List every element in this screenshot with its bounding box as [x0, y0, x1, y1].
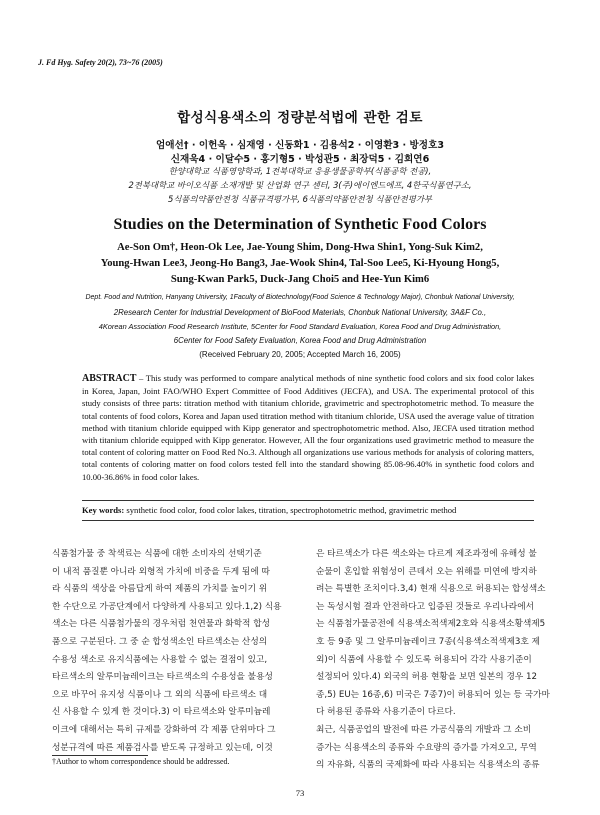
body-text-line: 품으로 구분된다. 그 중 순 합성색소인 타르색소는 산성의 — [52, 636, 268, 647]
body-text-line: 는 독성시험 결과 안전하다고 입증된 것들로 우리나라에서 — [316, 601, 534, 612]
keywords-label: Key words: — [82, 505, 125, 515]
body-text-line: 색소는 다른 식품첨가물의 경우처럼 천연물과 화학적 합성 — [52, 619, 270, 630]
korean-title: 합성식용색소의 정량분석법에 관한 검토 — [177, 110, 423, 126]
body-text-line: 의 자유화, 식품의 국제화에 따라 사용되는 식용색소의 종류 — [316, 760, 540, 771]
keywords-top-rule — [82, 500, 534, 501]
body-text-line: 신 사용할 수 있게 한 것이다.3) 이 타르색소와 알루미늄레 — [52, 707, 271, 718]
footnote-rule — [52, 755, 148, 756]
english-affiliation-line: Dept. Food and Nutrition, Hanyang University, 1Faculty of Biotechnology(Food Science & Technology Major), Chonbuk National University, — [85, 294, 515, 301]
body-text-line: 은 타르색소가 다른 색소와는 다르게 제조과정에 유해성 불 — [316, 549, 537, 559]
body-text-line: 려는 특별한 조치이다.3,4) 현재 식용으로 허용되는 합성색소 — [316, 584, 546, 595]
body-text-line: 라 식품의 색상을 아름답게 하여 제품의 가치를 높이기 위 — [52, 584, 268, 595]
body-text-line: 으로 바꾸어 유지성 식품이나 그 외의 식품에 타르색소 대 — [52, 689, 268, 700]
body-text-line: 종,5) EU는 16종,6) 미국은 7종7)이 허용되어 있는 등 국가마 — [316, 689, 550, 700]
body-column-right — [316, 546, 562, 775]
body-text-line: 는 식품첨가물공전에 식용색소적색제2호와 식용색소황색제5 — [316, 619, 546, 630]
korean-affiliation-line: 5식품의약품안전청 식품규격평가부, 6식품의약품안전청 식품안전평가부 — [167, 194, 432, 204]
korean-authors-line-1: 엄애선† · 이헌옥 · 심재영 · 신동화1 · 김용석2 · 이영환3 · 방정호3 — [155, 140, 445, 151]
corresponding-author-footnote: †Author to whom correspondence should be addressed. — [52, 757, 230, 766]
body-text-line: 다 허용된 종류와 사용기준이 다르다. — [316, 707, 456, 718]
abstract-label: ABSTRACT — [82, 373, 137, 384]
body-text-line: 증가는 식용색소의 종류와 수요량의 증가를 가져오고, 무역 — [316, 742, 537, 753]
korean-affiliation-line: 2전북대학교 바이오식품 소재개발 및 산업화 연구 센터, 3(주)에이엔드에프, 4한국식품연구소, — [128, 180, 472, 190]
received-dates: (Received February 20, 2005; Accepted March 16, 2005) — [199, 350, 401, 359]
page-number: 73 — [295, 788, 305, 798]
body-text-line: 성분규격에 따른 제품검사를 받도록 규정하고 있는데, 이것 — [52, 742, 273, 753]
english-authors-line: Ae-Son Om†, Heon-Ok Lee, Jae-Young Shim, Dong-Hwa Shin1, Yong-Suk Kim2, — [117, 242, 483, 253]
korean-authors-line-2: 신재욱4 · 이달수5 · 홍기형5 · 박성관5 · 최장덕5 · 김희연6 — [170, 154, 430, 165]
abstract-text: – This study was performed to compare analytical methods of nine synthetic food colors and six food color lakes in Korea, Japan, Joint FAO/WHO Expert Committee of Food Additives (JECFA), and USA. The experimental protocol of this study consists of three parts: titration method with titanium chloride, gravimetric and spectrophotometric method. To measure the total contents of food colors, Korea and Japan used titration method with titanium chloride, USA used the average value of titration method with titanium chloride equipped with Kipp generator and spectrophotometric method. Also, JECFA used titration method with titanium chloride equipped with Kipp generator. However, All the four organizations used gravimetric method to measure the total content of coloring matter on Food Red No.3. Although all organizations use various methods for analysis of coloring matters, total contents of coloring matter on food colors tested fell into the standard showing 85.08-96.40% in synthetic food colors and 10.00-36.86% in food color lakes. — [82, 373, 534, 482]
keywords-bottom-rule — [82, 520, 534, 521]
english-affiliation-line: 6Center for Food Safety Evaluation, Korea Food and Drug Administration — [173, 336, 427, 345]
journal-citation: J. Fd Hyg. Safety 20(2), 73~76 (2005) — [38, 58, 163, 67]
body-text-line: 최근, 식품공업의 발전에 따른 가공식품의 개발과 그 소비 — [316, 724, 532, 735]
english-authors-line: Young-Hwan Lee3, Jeong-Ho Bang3, Jae-Wook Shin4, Tal-Soo Lee5, Ki-Hyoung Hong5, — [100, 258, 500, 269]
body-text-line: 한 수단으로 가공단계에서 다양하게 사용되고 있다.1,2) 식용 — [52, 601, 282, 612]
keywords-text: synthetic food color, food color lakes, titration, spectrophotometric method, gravimetric method — [124, 505, 457, 515]
english-title: Studies on the Determination of Synthetic Food Colors — [113, 216, 487, 233]
body-text-line: 타르색소의 알루미늄레이크는 타르색소의 수용성을 불용성 — [52, 672, 273, 683]
body-text-line: 수용성 색소로 유지식품에는 사용할 수 없는 결점이 있고, — [52, 654, 268, 665]
body-column-left — [52, 546, 298, 757]
english-affiliation-line: 2Research Center for Industrial Development of BioFood Materials, Chonbuk National University, 3A&F Co., — [113, 308, 487, 317]
abstract — [82, 372, 534, 483]
english-affiliation-line: 4Korean Association Food Research Institute, 5Center for Food Standard Evaluation, Korea Food and Drug Administration, — [98, 322, 502, 331]
body-text-line: 순물이 혼입할 위험성이 큰데서 오는 위해를 미연에 방지하 — [316, 566, 537, 577]
body-text-line: 이 내적 품질뿐 아니라 외형적 가치에 비중을 두게 됨에 따 — [52, 566, 270, 577]
keywords — [82, 505, 534, 515]
body-text-line: 이크에 대해서는 특히 규제를 강화하여 각 제품 단위마다 그 — [52, 724, 276, 735]
body-text-line: 설정되어 있다.4) 외국의 허용 현황을 보면 일본의 경우 12 — [316, 672, 538, 683]
body-text-line: 외)이 식품에 사용할 수 있도록 허용되어 각각 사용기준이 — [316, 654, 532, 665]
korean-affiliation-line: 한양대학교 식품영양학과, 1전북대학교 응용생물공학부(식품공학 전공), — [168, 166, 432, 176]
body-text-line: 식품첨가물 중 착색료는 식품에 대한 소비자의 선택기준 — [52, 549, 262, 559]
body-text-line: 호 등 9종 및 그 알루미늄레이크 7종(식용색소적색제3호 제 — [316, 636, 540, 647]
english-authors-line: Sung-Kwan Park5, Duck-Jang Choi5 and Hee-Yun Kim6 — [170, 274, 430, 285]
